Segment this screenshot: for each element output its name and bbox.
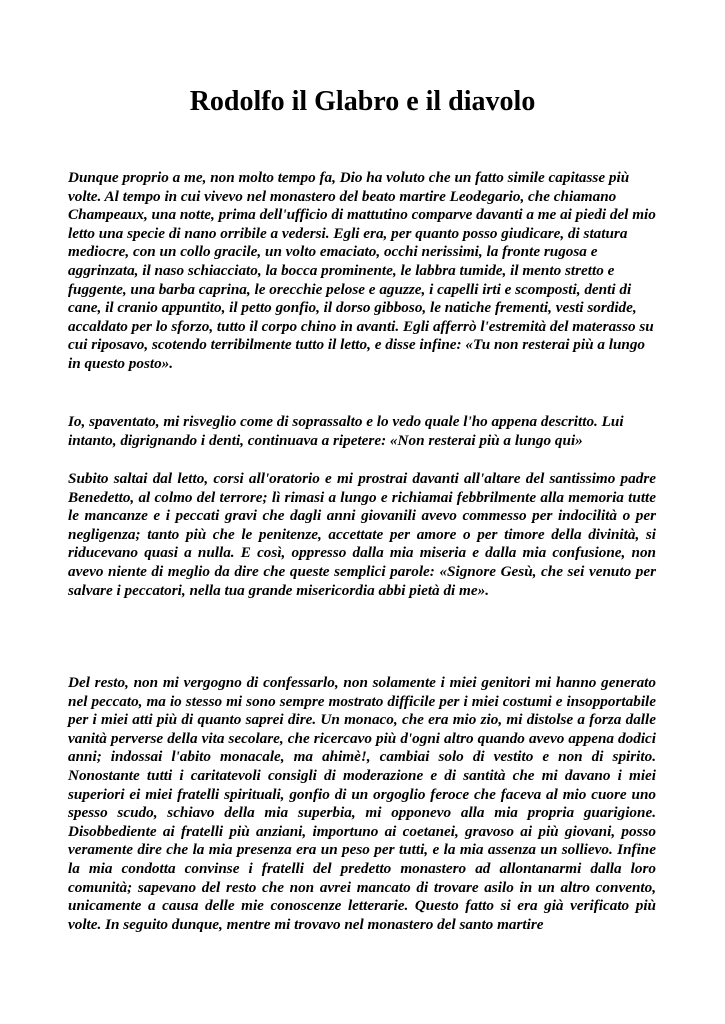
document-title: Rodolfo il Glabro e il diavolo [189, 86, 536, 117]
paragraph-4: Del resto, non mi vergogno di confessarlo, non solamente i miei genitori mi hanno generato nel peccato, ma io stesso mi sono sempre mostrato difficile per i miei costumi e insopportabile per i miei atti più di quanto saprei dire. Un monaco, che era mio zio, mi distolse a forza dalle vanità perverse della vita secolare, che ricercavo più d'ogni altro quando avevo appena dodici anni; indossai l'abito monacale, ma ahimè!, cambiai solo di vestito e non di spirito. Nonostante tutti i caritatevoli consigli di moderazione e di santità che mi davano i miei superiori ei miei fratelli spirituali, gonfio di un orgoglio feroce che faceva al mio cuore uno spesso scudo, schiavo della mia superbia, mi opponevo alla mia propria guarigione. Disobbediente ai fratelli più anziani, importuno ai coetanei, gravoso ai più giovani, posso veramente dire che la mia presenza era un peso per tutti, e la mia assenza un sollievo. Infine la mia condotta convinse i fratelli del predetto monastero ad allontanarmi dalla loro comunità; sapevano del resto che non avrei mancato di trovare asilo in un altro convento, unicamente a causa delle mie conoscenze letterarie. Questo fatto si era già verificato più volte. In seguito dunque, mentre mi trovavo nel monastero del santo martire [68, 674, 656, 933]
paragraph-2: Io, spaventato, mi risveglio come di soprassalto e lo vedo quale l'ho appena descritto. Lui intanto, digrignando i denti, continuava a ripetere: «Non resterai più a lungo qui» [68, 413, 624, 449]
paragraph-1: Dunque proprio a me, non molto tempo fa, Dio ha voluto che un fatto simile capitasse più volte. Al tempo in cui vivevo nel monastero del beato martire Leodegario, che chiamano Champeaux, una notte, prima dell'ufficio di mattutino comparve davanti a me ai piedi del mio letto una specie di nano orribile a vedersi. Egli era, per quanto posso giudicare, di statura mediocre, con un collo gracile, un volto emaciato, occhi nerissimi, la fronte rugosa e aggrinzata, il naso schiacciato, la bocca prominente, le labbra tumide, il mento stretto e fuggente, una barba caprina, le orecchie pelose e aguzze, i capelli irti e scomposti, denti di cane, il cranio appuntito, il petto gonfio, il dorso gibboso, le natiche frementi, vesti sordide, accaldato per lo sforzo, tutto il corpo chino in avanti. Egli afferrò l'estremità del materasso su cui riposavo, scotendo terribilmente tutto il letto, e disse infine: «Tu non resterai più a lungo in questo posto». [68, 169, 656, 372]
paragraph-3: Subito saltai dal letto, corsi all'oratorio e mi prostrai davanti all'altare del santissimo padre Benedetto, al colmo del terrore; lì rimasi a lungo e richiamai febbrilmente alla memoria tutte le mancanze e i peccati gravi che dagli anni giovanili avevo commesso per indocilità o per negligenza; tanto più che le penitenze, accettate per amore o per timore della divinità, si riducevano quasi a nulla. E così, oppresso dalla mia miseria e dalla mia confusione, non avevo niente di meglio da dire che queste semplici parole: «Signore Gesù, che sei venuto per salvare i peccatori, nella tua grande misericordia abbi pietà di me». [68, 470, 656, 599]
